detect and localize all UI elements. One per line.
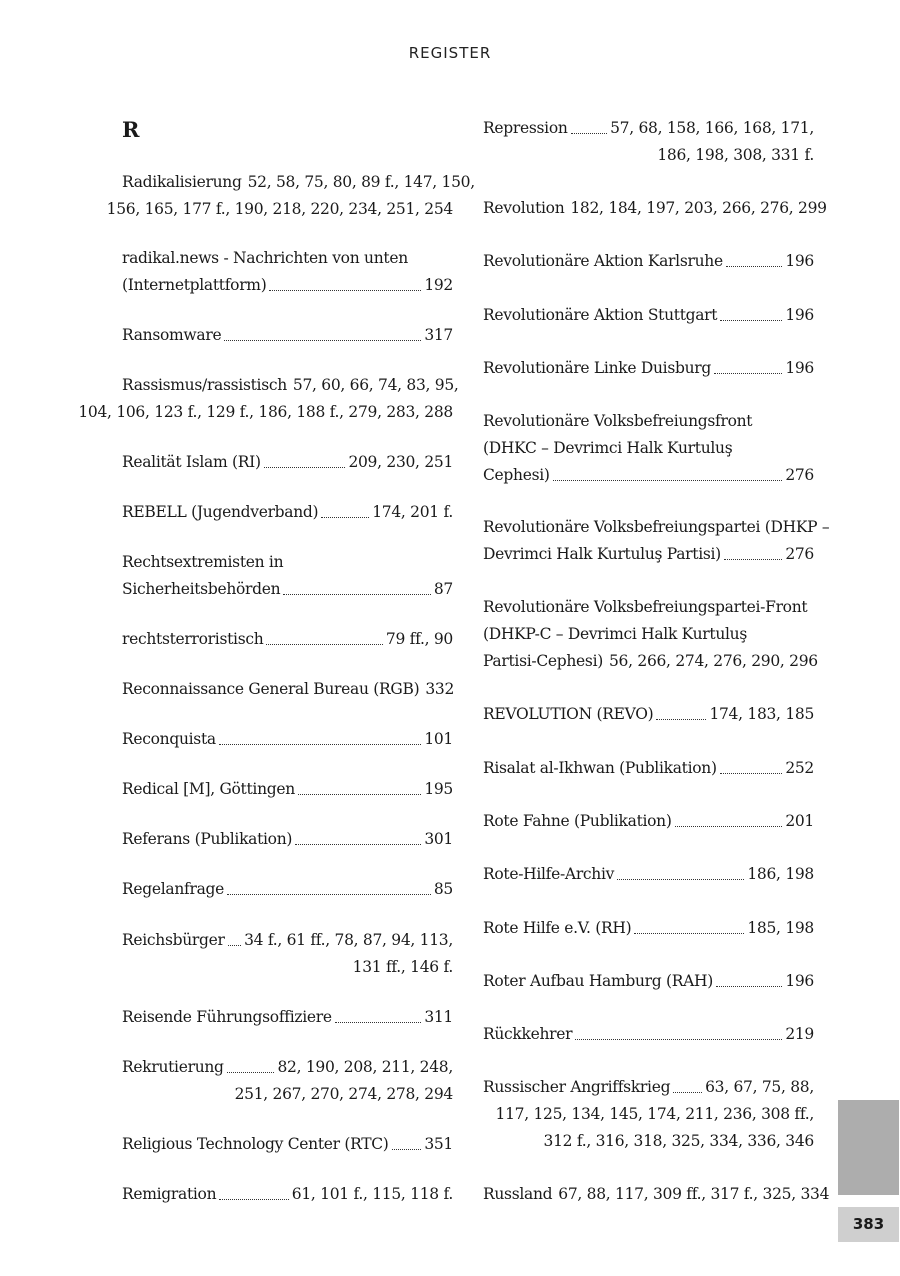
entry-line: [483, 861, 814, 888]
entry-line: [483, 541, 814, 568]
entry-term: Redical [M], Göttingen: [122, 780, 295, 798]
leader-dots: [673, 1074, 702, 1101]
entry-term: Rote-Hilfe-Archiv: [483, 865, 615, 883]
index-entry: [483, 808, 814, 835]
entry-pages: 311: [424, 1008, 453, 1026]
leader-dots: [726, 248, 782, 275]
entry-line: [483, 594, 814, 621]
entry-term: Radikalisierung: [122, 173, 242, 191]
entry-term: Cephesi): [483, 466, 550, 484]
leader-dots: [228, 927, 241, 954]
index-entry: [483, 755, 814, 782]
entry-term: Roter Aufbau Hamburg (RAH): [483, 972, 714, 990]
entry-line: [483, 808, 814, 835]
leader-dots: [724, 541, 782, 568]
entry-pages: 196: [785, 306, 814, 324]
leader-dots: [266, 626, 383, 653]
index-entry: [483, 701, 814, 728]
entry-line: [122, 245, 453, 272]
entry-pages: 186, 198, 308, 331 f.: [657, 146, 814, 164]
entry-pages: 251, 267, 270, 274, 278, 294: [234, 1085, 453, 1103]
entry-line: [483, 915, 814, 942]
index-entry: [122, 927, 453, 981]
entry-term: Remigration: [122, 1185, 217, 1203]
leader-dots: [634, 915, 744, 942]
entry-line: [122, 1054, 453, 1081]
entry-line: [122, 826, 453, 853]
entry-pages: 56, 266, 274, 276, 290, 296: [609, 652, 818, 670]
entry-term: Reconquista: [122, 730, 216, 748]
thumb-index-tab: [838, 1100, 899, 1195]
index-entry: [483, 1021, 814, 1048]
entry-pages: 57, 60, 66, 74, 83, 95,: [292, 376, 459, 394]
entry-term: REBELL (Jugendverband): [122, 503, 319, 521]
entry-term: Reichsbürger: [122, 931, 225, 949]
entry-pages: 87: [433, 580, 453, 598]
entry-pages: 82, 190, 208, 211, 248,: [277, 1058, 453, 1076]
index-entry: [483, 248, 814, 275]
entry-pages: 156, 165, 177 f., 190, 218, 220, 234, 251, 254: [106, 200, 453, 218]
entry-line: [483, 1128, 814, 1155]
leader-dots: [716, 968, 782, 995]
entry-term: (DHKP-C – Devrimci Halk Kurtuluş: [483, 625, 748, 643]
entry-line: [483, 648, 818, 675]
entry-line: [122, 1004, 453, 1031]
entry-line: [122, 676, 453, 703]
index-entry: [483, 514, 830, 568]
index-entry: [483, 302, 814, 329]
index-entry: [122, 876, 453, 903]
entry-term: rechtsterroristisch: [122, 630, 264, 648]
index-entry: [483, 915, 814, 942]
entry-pages: 117, 125, 134, 145, 174, 211, 236, 308 ff.,: [495, 1105, 814, 1123]
leader-dots: [720, 302, 782, 329]
entry-pages: 252: [785, 759, 814, 777]
leader-dots: [295, 826, 421, 853]
leader-dots: [269, 272, 421, 299]
index-entry: [78, 372, 459, 426]
entry-line: [122, 1081, 453, 1108]
leader-dots: [227, 876, 431, 903]
entry-term: Rückkehrer: [483, 1025, 573, 1043]
entry-term: Realität Islam (RI): [122, 453, 261, 471]
entry-pages: 185, 198: [747, 919, 814, 937]
entry-line: [122, 1131, 453, 1158]
index-entry: [122, 826, 453, 853]
entry-pages: 186, 198: [747, 865, 814, 883]
entry-term: Rekrutierung: [122, 1058, 224, 1076]
index-entry: [483, 1074, 814, 1155]
leader-dots: [720, 755, 783, 782]
entry-line: [483, 701, 814, 728]
leader-dots: [264, 449, 346, 476]
running-header: REGISTER: [408, 44, 492, 62]
entry-term: Referans (Publikation): [122, 830, 293, 848]
entry-pages: 351: [424, 1135, 453, 1153]
index-entry: [122, 676, 453, 703]
entry-line: [483, 1074, 814, 1101]
entry-term: Rote Hilfe e.V. (RH): [483, 919, 632, 937]
entry-term: radikal.news - Nachrichten von unten: [122, 249, 408, 267]
entry-term: Revolutionäre Aktion Stuttgart: [483, 306, 718, 324]
entry-line: [483, 142, 814, 169]
index-entry: [122, 626, 453, 653]
entry-term: Revolutionäre Volksbefreiungspartei (DHKP –: [483, 518, 830, 536]
entry-term: Revolutionäre Linke Duisburg: [483, 359, 712, 377]
entry-term: Russischer Angriffskrieg: [483, 1078, 671, 1096]
index-entry: [122, 1004, 453, 1031]
entry-line: [122, 449, 453, 476]
entry-pages: 201: [785, 812, 814, 830]
entry-line: [483, 408, 814, 435]
entry-line: [122, 372, 459, 399]
entry-pages: 182, 184, 197, 203, 266, 276, 299: [570, 199, 827, 217]
entry-term: Devrimci Halk Kurtuluş Partisi): [483, 545, 721, 563]
entry-pages: 196: [785, 359, 814, 377]
entry-line: [483, 1021, 814, 1048]
entry-pages: 79 ff., 90: [385, 630, 453, 648]
entry-line: [122, 322, 453, 349]
entry-line: [122, 576, 453, 603]
entry-line: [122, 626, 453, 653]
index-entry: [483, 408, 814, 489]
entry-line: [106, 196, 453, 223]
leader-dots: [553, 462, 783, 489]
entry-term: Revolution: [483, 199, 565, 217]
index-entry: [122, 1181, 453, 1208]
entry-line: [483, 115, 814, 142]
index-entry: [483, 1181, 830, 1208]
section-letter: R: [122, 117, 140, 142]
entry-line: [122, 876, 453, 903]
leader-dots: [224, 322, 421, 349]
entry-pages: 196: [785, 972, 814, 990]
entry-term: Partisi-Cephesi): [483, 652, 603, 670]
index-entry: [483, 594, 818, 675]
entry-line: [122, 272, 453, 299]
leader-dots: [575, 1021, 782, 1048]
entry-line: [122, 726, 453, 753]
entry-term: Sicherheitsbehörden: [122, 580, 281, 598]
entry-line: [483, 435, 814, 462]
entry-pages: 317: [424, 326, 453, 344]
leader-dots: [656, 701, 706, 728]
entry-term: Rechtsextremisten in: [122, 553, 284, 571]
entry-pages: 196: [785, 252, 814, 270]
page-number: 383: [838, 1207, 899, 1242]
entry-line: [122, 169, 475, 196]
entry-pages: 219: [785, 1025, 814, 1043]
entry-line: [483, 514, 830, 541]
entry-term: Reconnaissance General Bureau (RGB): [122, 680, 420, 698]
entry-pages: 276: [785, 545, 814, 563]
index-entry: [483, 115, 814, 169]
entry-line: [483, 195, 827, 222]
index-entry: [122, 776, 453, 803]
entry-line: [78, 399, 453, 426]
entry-line: [122, 1181, 453, 1208]
entry-pages: 63, 67, 75, 88,: [705, 1078, 814, 1096]
entry-pages: 332: [425, 680, 455, 698]
entry-line: [122, 954, 453, 981]
entry-term: Rote Fahne (Publikation): [483, 812, 672, 830]
entry-term: Russland: [483, 1185, 553, 1203]
leader-dots: [219, 1181, 289, 1208]
entry-line: [483, 968, 814, 995]
entry-line: [483, 1181, 830, 1208]
entry-line: [122, 549, 453, 576]
leader-dots: [714, 355, 782, 382]
entry-term: Rassismus/rassistisch: [122, 376, 287, 394]
leader-dots: [283, 576, 431, 603]
index-entry: [483, 195, 827, 222]
entry-term: Revolutionäre Volksbefreiungsfront: [483, 412, 753, 430]
leader-dots: [298, 776, 421, 803]
entry-term: Reisende Führungsoffiziere: [122, 1008, 332, 1026]
leader-dots: [617, 861, 744, 888]
entry-pages: 276: [785, 466, 814, 484]
index-entry: [106, 169, 475, 223]
entry-line: [483, 755, 814, 782]
entry-pages: 192: [424, 276, 453, 294]
entry-term: (Internetplattform): [122, 276, 267, 294]
entry-pages: 104, 106, 123 f., 129 f., 186, 188 f., 279, 283, 288: [78, 403, 453, 421]
entry-line: [122, 776, 453, 803]
entry-pages: 61, 101 f., 115, 118 f.: [291, 1185, 453, 1203]
index-entry: [483, 355, 814, 382]
entry-term: Religious Technology Center (RTC): [122, 1135, 389, 1153]
entry-pages: 174, 183, 185: [709, 705, 814, 723]
entry-term: Ransomware: [122, 326, 222, 344]
entry-term: Repression: [483, 119, 568, 137]
entry-term: Revolutionäre Aktion Karlsruhe: [483, 252, 723, 270]
entry-line: [483, 621, 814, 648]
index-entry: [122, 549, 453, 603]
leader-dots: [675, 808, 783, 835]
entry-pages: 34 f., 61 ff., 78, 87, 94, 113,: [244, 931, 453, 949]
entry-line: [483, 462, 814, 489]
leader-dots: [227, 1054, 275, 1081]
entry-line: [483, 1101, 814, 1128]
entry-pages: 57, 68, 158, 166, 168, 171,: [610, 119, 814, 137]
entry-term: Revolutionäre Volksbefreiungspartei-Front: [483, 598, 808, 616]
entry-term: REVOLUTION (REVO): [483, 705, 654, 723]
index-entry: [483, 861, 814, 888]
index-entry: [122, 322, 453, 349]
entry-line: [483, 302, 814, 329]
entry-line: [483, 355, 814, 382]
entry-pages: 312 f., 316, 318, 325, 334, 336, 346: [543, 1132, 814, 1150]
index-entry: [122, 726, 453, 753]
entry-pages: 174, 201 f.: [372, 503, 453, 521]
leader-dots: [219, 726, 421, 753]
index-entry: [122, 499, 453, 526]
entry-pages: 52, 58, 75, 80, 89 f., 147, 150,: [247, 173, 475, 191]
leader-dots: [321, 499, 369, 526]
index-entry: [122, 245, 453, 299]
entry-pages: 101: [424, 730, 453, 748]
entry-line: [483, 248, 814, 275]
index-entry: [122, 1054, 453, 1108]
entry-term: Risalat al-Ikhwan (Publikation): [483, 759, 717, 777]
leader-dots: [392, 1131, 422, 1158]
entry-pages: 301: [424, 830, 453, 848]
entry-pages: 195: [424, 780, 453, 798]
entry-line: [122, 499, 453, 526]
index-entry: [483, 968, 814, 995]
index-entry: [122, 1131, 453, 1158]
leader-dots: [571, 115, 608, 142]
entry-term: (DHKC – Devrimci Halk Kurtuluş: [483, 439, 733, 457]
entry-pages: 67, 88, 117, 309 ff., 317 f., 325, 334: [558, 1185, 830, 1203]
entry-pages: 85: [433, 880, 453, 898]
entry-pages: 131 ff., 146 f.: [352, 958, 453, 976]
index-entry: [122, 449, 453, 476]
entry-term: Regelanfrage: [122, 880, 225, 898]
leader-dots: [335, 1004, 422, 1031]
entry-line: [122, 927, 453, 954]
entry-pages: 209, 230, 251: [348, 453, 453, 471]
